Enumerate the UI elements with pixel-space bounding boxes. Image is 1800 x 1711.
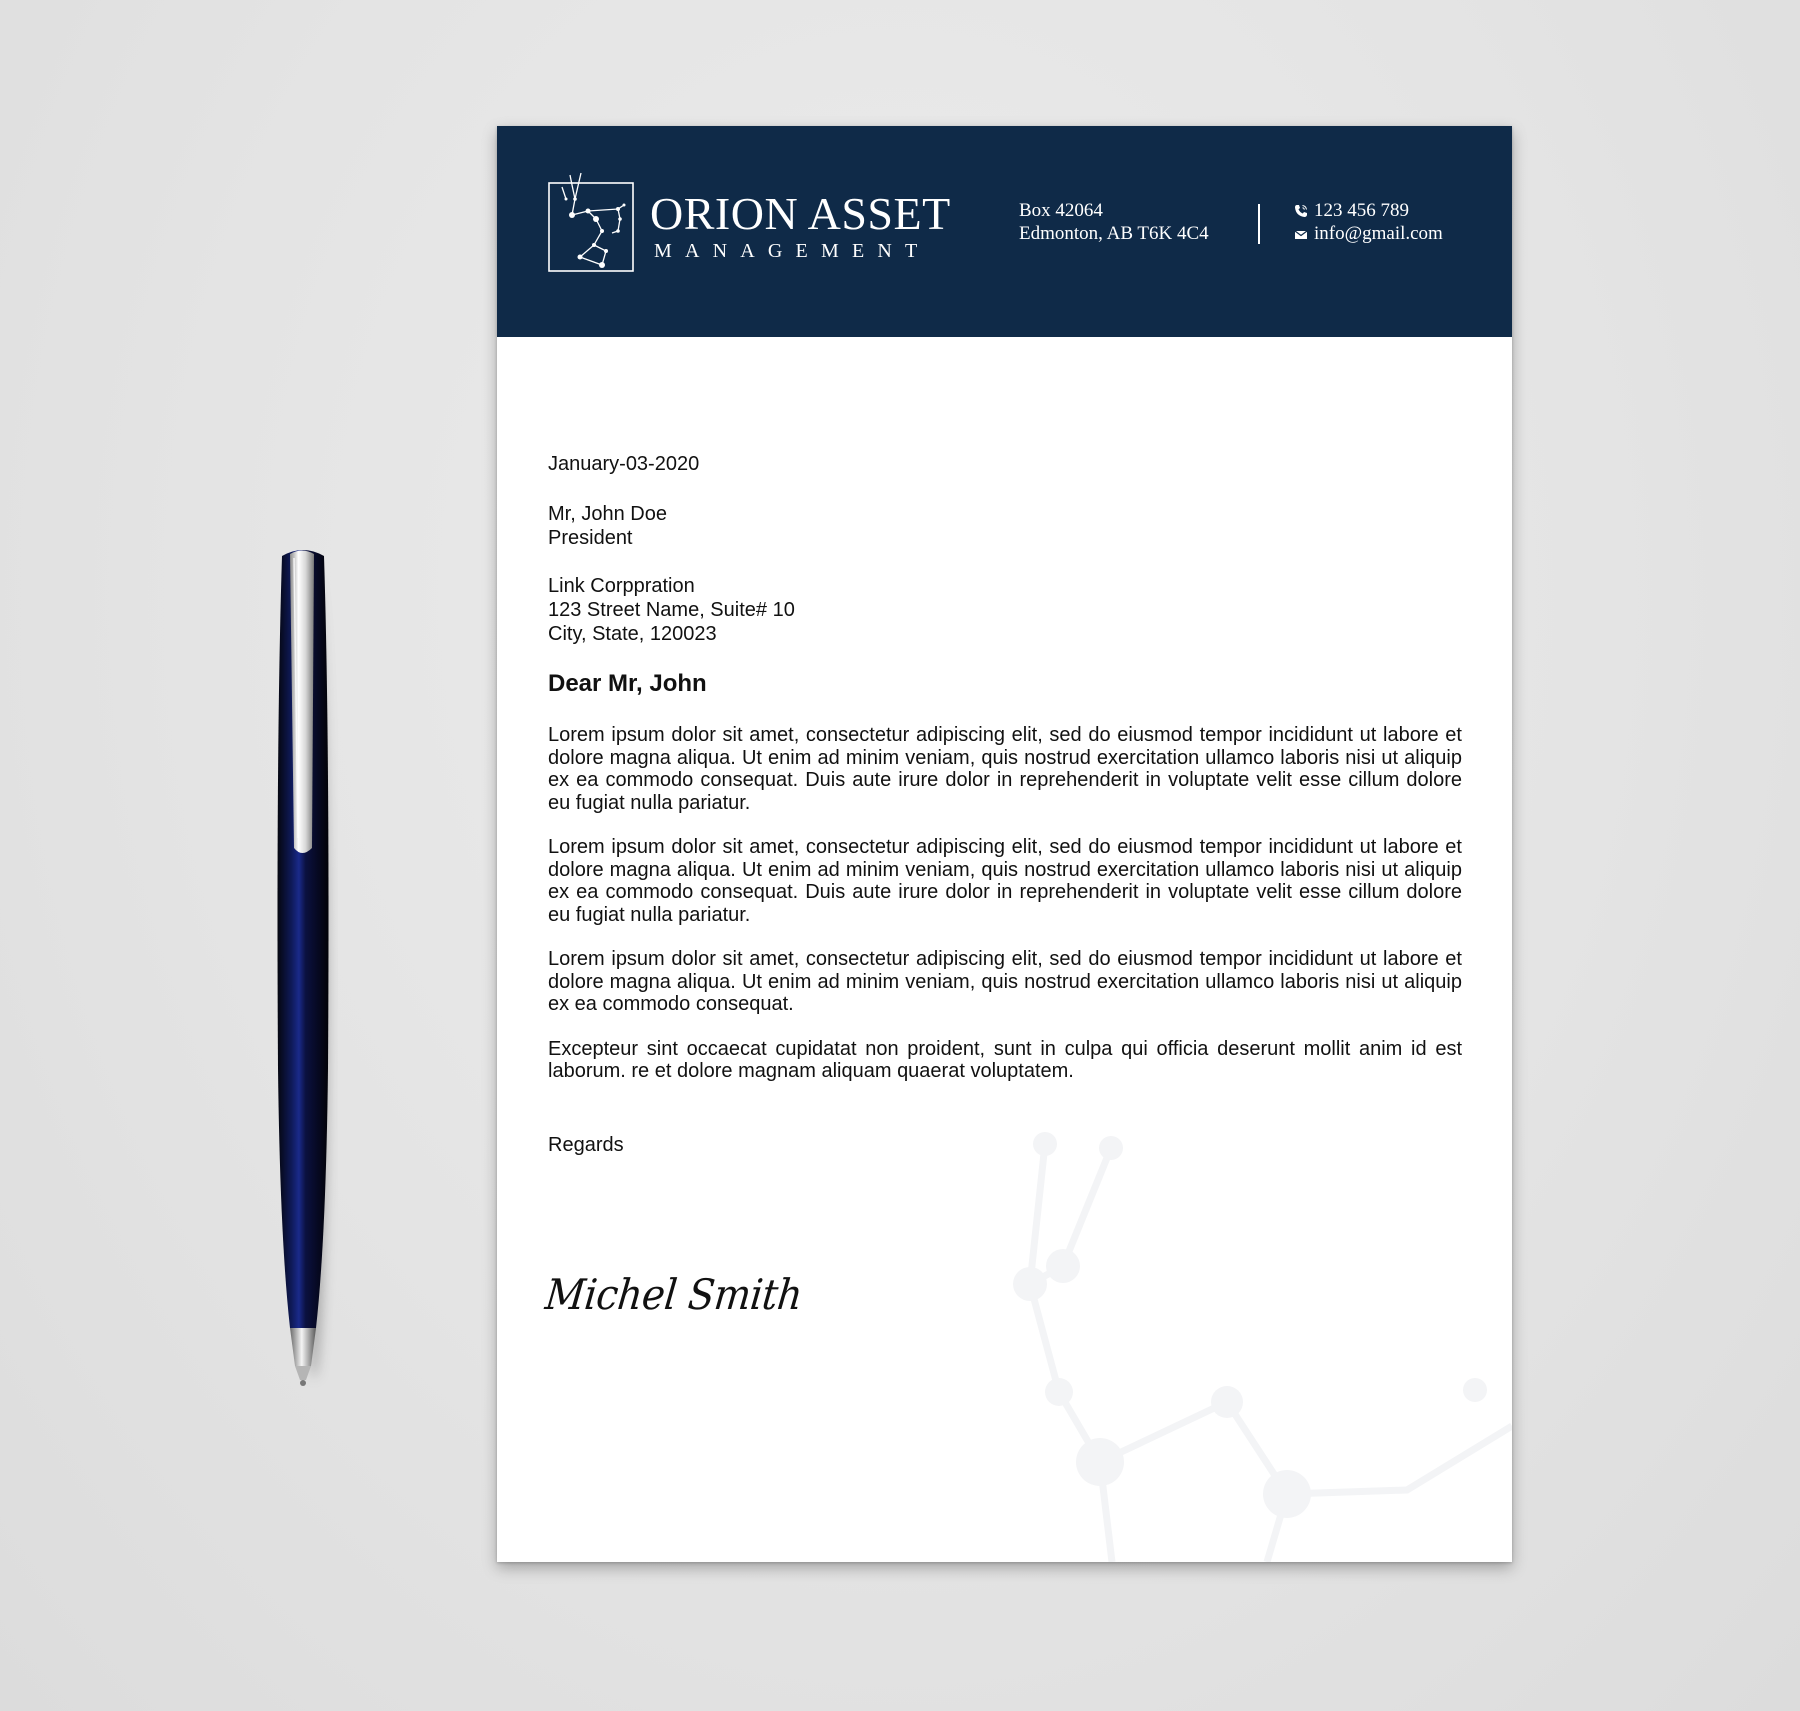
phone-number[interactable]: 123 456 789 bbox=[1314, 200, 1409, 221]
salutation: Dear Mr, John bbox=[548, 670, 707, 697]
signature: Michel Smith bbox=[543, 1270, 805, 1319]
recipient-company: Link Corppration bbox=[548, 575, 695, 597]
orion-constellation-logo bbox=[548, 171, 636, 272]
body-paragraph: Lorem ipsum dolor sit amet, consectetur adipiscing elit, sed do eiusmod tempor incididunt ut labore et dolore magna aliqua. Ut enim ad minim veniam, quis nostrud exercitation ullamco laboris nisi ut aliquip ex ea commodo consequat. bbox=[548, 948, 1462, 1015]
company-tagline: MANAGEMENT bbox=[654, 240, 931, 262]
header-divider bbox=[1258, 204, 1260, 244]
company-name: ORION ASSET bbox=[650, 188, 951, 239]
body-paragraph: Excepteur sint occaecat cupidatat non proident, sunt in culpa qui officia deserunt mollit anim id est laborum. re et dolore magnam aliquam quaerat voluptatem. bbox=[548, 1037, 1462, 1082]
recipient-title: President bbox=[548, 527, 633, 549]
email-row bbox=[1294, 222, 1443, 245]
closing: Regards bbox=[548, 1133, 624, 1156]
recipient-city: City, State, 120023 bbox=[548, 623, 717, 645]
recipient-block bbox=[548, 502, 1462, 550]
letter-date: January-03-2020 bbox=[548, 453, 700, 475]
body-paragraph: Lorem ipsum dolor sit amet, consectetur adipiscing elit, sed do eiusmod tempor incididunt ut labore et dolore magna aliqua. Ut enim ad minim veniam, quis nostrud exercitation ullamco laboris nisi ut aliquip ex ea commodo consequat. Duis aute irure dolor in reprehenderit in voluptate velit esse cillum dolore eu fugiat nulla pariatur. bbox=[548, 836, 1462, 926]
recipient-street: 123 Street Name, Suite# 10 bbox=[548, 599, 795, 621]
letterhead-banner bbox=[497, 126, 1512, 337]
letter-paper bbox=[497, 126, 1512, 1562]
company-address bbox=[1019, 199, 1209, 245]
address-line-1: Box 42064 bbox=[1019, 200, 1103, 221]
phone-row bbox=[1294, 199, 1443, 222]
email-address[interactable]: info@gmail.com bbox=[1314, 223, 1443, 244]
envelope-icon bbox=[1294, 227, 1308, 241]
phone-icon bbox=[1294, 204, 1308, 218]
ballpoint-pen bbox=[268, 548, 338, 1393]
body-paragraph: Lorem ipsum dolor sit amet, consectetur adipiscing elit, sed do eiusmod tempor incididunt ut labore et dolore magna aliqua. Ut enim ad minim veniam, quis nostrud exercitation ullamco laboris nisi ut aliquip ex ea commodo consequat. Duis aute irure dolor in reprehenderit in voluptate velit esse cillum dolore eu fugiat nulla pariatur. bbox=[548, 724, 1462, 814]
address-line-2: Edmonton, AB T6K 4C4 bbox=[1019, 223, 1209, 244]
company-contact bbox=[1294, 199, 1443, 245]
recipient-address bbox=[548, 574, 1462, 646]
letter-body bbox=[548, 452, 1462, 1157]
recipient-name: Mr, John Doe bbox=[548, 503, 667, 525]
